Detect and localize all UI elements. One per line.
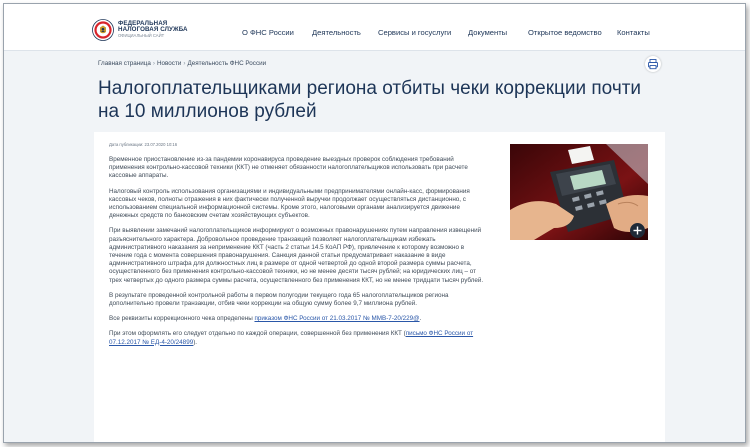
org-subtitle: ОФИЦИАЛЬНЫЙ САЙТ	[118, 33, 165, 38]
order-link[interactable]: приказом ФНС России от 21.03.2017 № ММВ-7-20/229@	[254, 315, 420, 323]
paragraph-text: Все реквизиты коррекционного чека определены	[109, 315, 255, 323]
article-image[interactable]	[510, 144, 648, 240]
article-body	[109, 156, 484, 354]
article-paragraph	[109, 330, 484, 346]
site-header	[4, 4, 745, 51]
site-org-name[interactable]	[118, 21, 188, 39]
zoom-plus-icon	[630, 223, 645, 238]
letter-link[interactable]: письмо ФНС России от 07.12.2017 № ЕД-4-20/24899	[109, 330, 474, 346]
org-name-line-1: ФЕДЕРАЛЬНАЯ	[118, 20, 168, 27]
breadcrumb-separator: ›	[152, 60, 155, 67]
zoom-button[interactable]	[630, 223, 645, 238]
article-paragraph	[109, 315, 484, 323]
paragraph-text: При этом оформлять его следует отдельно по каждой операции, совершенной без применения ККТ (	[109, 330, 406, 338]
nav-services[interactable]: Сервисы и госуслуги	[378, 28, 452, 37]
breadcrumb-news[interactable]: Новости	[156, 60, 182, 67]
article-paragraph: Налоговый контроль использования организациями и индивидуальными предпринимателями онлайн-касс, формирования кассовых чеков, полноты отражения в них фактически полученной выручки продолжает осуществляться дистанционно, с использованием специальной информационной системы. Кроме этого, налоговыми органами анализируется движение денежных средств по банковским счетам хозяйствующих субъектов.	[109, 187, 470, 220]
browser-window	[3, 3, 746, 443]
paragraph-text: .	[419, 315, 422, 323]
breadcrumb-home[interactable]: Главная страница	[98, 60, 151, 67]
cash-terminal-image	[510, 144, 648, 240]
print-button[interactable]	[645, 56, 661, 72]
nav-documents[interactable]: Документы	[468, 28, 508, 37]
print-icon	[645, 56, 661, 72]
article-paragraph: При выявлении замечаний налогоплательщиков информируют о возможных правонарушениях путем направления извещений разъяснительного характера. Добровольное проведение транзакций позволяет налогоплательщикам избежать административного наказания за неприменение ККТ (часть 2 статьи 14.5 КоАП РФ), привлечение к которому возможно в течение года с момента совершения правонарушения. Санкция данной статьи предусматривает наказание в виде административного штрафа для должностных лиц в размере от одной четвертой до одной второй размера суммы расчета, осуществленного без применения контрольно-кассовой техники, но не менее десяти тысяч рублей; на юридических лиц – от трех четвертых до одного размера суммы расчета, осуществленного без применения ККТ, но не менее тридцати тысяч рублей.	[109, 227, 484, 284]
article-paragraph: Временное приостановление из-за пандемии коронавируса проведение выездных проверок соблюдения требований применения контрольно-кассовой техники (ККТ) не отменяет обязанности налогоплательщиков использовать при расчете кассовые аппараты.	[109, 156, 468, 180]
fns-emblem-icon[interactable]	[92, 19, 114, 41]
article-paragraph: В результате проведенной контрольной работы в первом полугодии текущего года 65 налогоплательщиков региона дополнительно провели транзакции, отбив чеки коррекции на общую сумму более 9,7 миллиона рублей.	[109, 291, 449, 308]
article-card	[94, 132, 665, 443]
nav-open-agency[interactable]: Открытое ведомство	[528, 28, 602, 37]
nav-about[interactable]: О ФНС России	[242, 28, 294, 37]
nav-contacts[interactable]: Контакты	[617, 28, 650, 37]
breadcrumb	[98, 60, 266, 67]
breadcrumb-activity[interactable]: Деятельность ФНС России	[187, 60, 267, 67]
paragraph-text: ).	[193, 338, 198, 346]
org-name-line-2: НАЛОГОВАЯ СЛУЖБА	[118, 26, 188, 33]
page-title: Налогоплательщиками региона отбиты чеки коррекции почти на 10 миллионов рублей	[98, 78, 642, 122]
publication-date: Дата публикации: 23.07.2020 10:16	[109, 142, 178, 147]
breadcrumb-separator: ›	[183, 60, 186, 67]
nav-activity[interactable]: Деятельность	[312, 28, 361, 37]
